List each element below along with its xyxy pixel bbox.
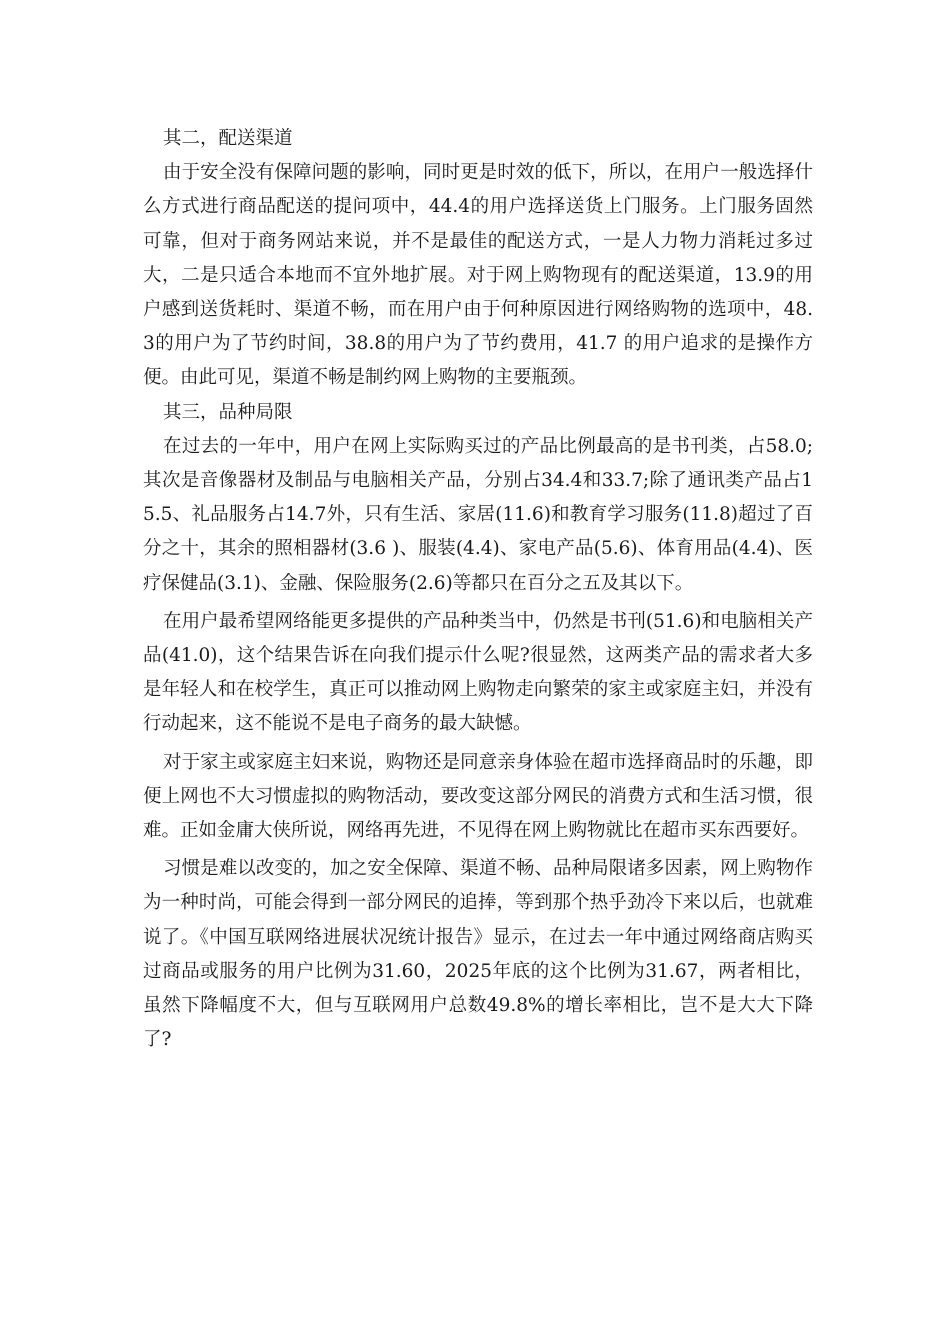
- paragraph-product-variety: 在过去的一年中，用户在网上实际购买过的产品比例最高的是书刊类，占58.0;其次是音像器材及制品与电脑相关产品，分别占34.4和33.7;除了通讯类产品占15.5、礼品服务占14.7外，只有生活、家居(11.6)和教育学习服务(11.8)超过了百分之十，其余的照相器材(3.6 )、服装(4.4)、家电产品(5.6)、体育用品(4.4)、医疗保健品(3.1)、金融、保险服务(2.6)等都只在百分之五及其以下。: [143, 435, 813, 594]
- paragraph-wished-products: 在用户最希望网络能更多提供的产品种类当中，仍然是书刊(51.6)和电脑相关产品(41.0)，这个结果告诉在向我们提示什么呢?很显然，这两类产品的需求者大多是年轻人和在校学生，真正可以推动网上购物走向繁荣的家主或家庭主妇，并没有行动起来，这不能说不是电子商务的最大缺憾。: [143, 610, 813, 735]
- section-heading-variety: 其三，品种局限: [163, 401, 293, 423]
- paragraph-housewives: 对于家主或家庭主妇来说，购物还是同意亲身体验在超市选择商品时的乐趣，即便上网也不大习惯虚拟的购物活动，要改变这部分网民的消费方式和生活习惯，很难。正如金庸大侠所说，网络再先进，不见得在网上购物就比在超市买东西要好。: [143, 751, 813, 842]
- document-body: [143, 122, 813, 1057]
- paragraph-conclusion: 习惯是难以改变的，加之安全保障、渠道不畅、品种局限诸多因素，网上购物作为一种时尚，可能会得到一部分网民的追捧，等到那个热乎劲冷下来以后，也就难说了。《中国互联网络进展状况统计报告》显示，在过去一年中通过网络商店购买过商品或服务的用户比例为31.60，2025年底的这个比例为31.67，两者相比，虽然下降幅度不大，但与互联网用户总数49.8%的增长率相比，岂不是大大下降了?: [143, 858, 813, 1051]
- paragraph-delivery-channels: 由于安全没有保障问题的影响，同时更是时效的低下，所以，在用户一般选择什么方式进行商品配送的提问项中，44.4的用户选择送货上门服务。上门服务固然可靠，但对于商务网站来说，并不是最佳的配送方式，一是人力物力消耗过多过大，二是只适合本地而不宜外地扩展。对于网上购物现有的配送渠道，13.9的用户感到送货耗时、渠道不畅，而在用户由于何种原因进行网络购物的选项中，48.3的用户为了节约时间，38.8的用户为了节约费用，41.7 的用户追求的是操作方便。由此可见，渠道不畅是制约网上购物的主要瓶颈。: [143, 162, 813, 389]
- section-heading-delivery: 其二，配送渠道: [163, 128, 293, 149]
